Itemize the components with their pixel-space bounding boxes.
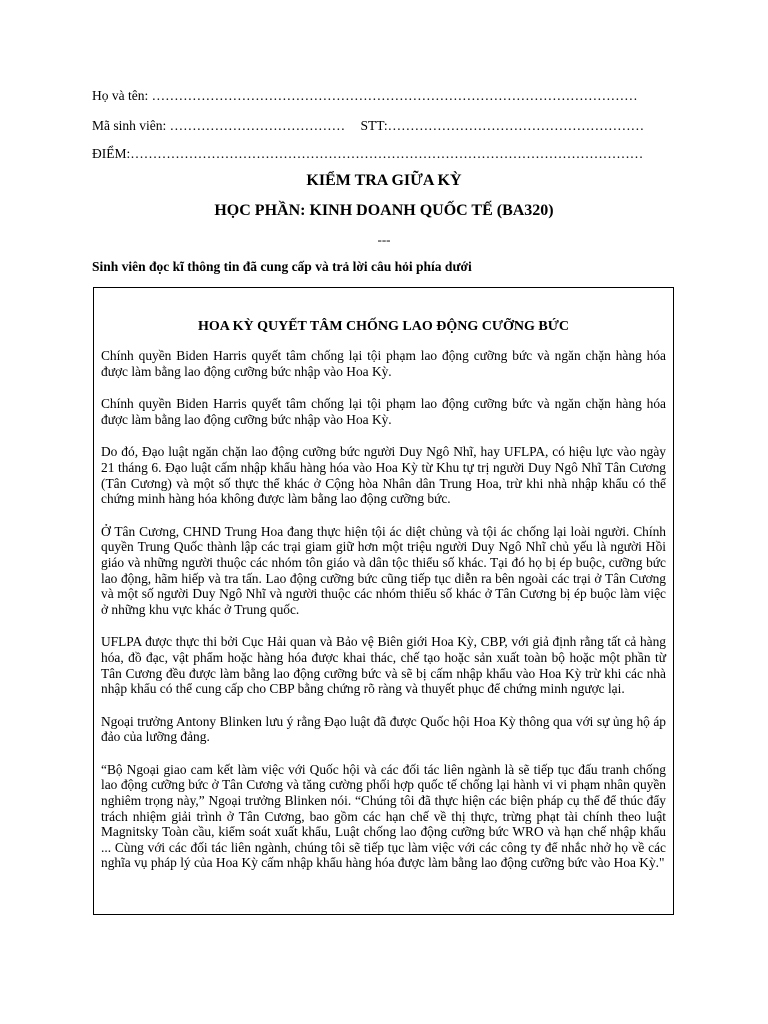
article-paragraph: “Bộ Ngoại giao cam kết làm việc với Quốc hội và các đối tác liên ngành là sẽ tiếp tục đấu tranh chống lao động cưỡng bức ở Tân Cương và tăng cường phối hợp quốc tế chống lại hành vi vi phạm nhân quyền nghiêm trọng này,” Ngoại trưởng Blinken nói. “Chúng tôi đã thực hiện các biện pháp cụ thể để thúc đẩy trách nhiệm giải trình ở Tân Cương, bao gồm các hạn chế về thị thực, trừng phạt tài chính theo luật Magnitsky Toàn cầu, kiểm soát xuất khẩu, Luật chống lao động cưỡng bức WRO và hạn chế nhập khẩu ... Cùng với các đối tác liên ngành, chúng tôi sẽ tiếp tục làm việc với các công ty để nhắc nhở họ về các nghĩa vụ pháp lý của Hoa Kỳ cấm nhập khẩu hàng hóa được làm bằng lao động cưỡng bức vào Hoa Kỳ." [101,761,666,871]
course-title: HỌC PHẦN: KINH DOANH QUỐC TẾ (BA320) [214,202,554,219]
article-paragraph: Ngoại trưởng Antony Blinken lưu ý rằng Đạo luật đã được Quốc hội Hoa Kỳ thông qua với sự ủng hộ áp đảo của lưỡng đảng. [101,713,666,745]
student-id-field: Mã sinh viên: ………………………………… [92,118,346,133]
article-paragraph: Chính quyền Biden Harris quyết tâm chống lại tội phạm lao động cưỡng bức và ngăn chặn hàng hóa được làm bằng lao động cưỡng bức nhập vào Hoa Kỳ. [101,396,666,427]
article-paragraph: UFLPA được thực thi bởi Cục Hải quan và Bảo vệ Biên giới Hoa Kỳ, CBP, với giả định rằng tất cả hàng hóa, đồ đạc, vật phẩm hoặc hàng hóa được khai thác, chế tạo hoặc sản xuất toàn bộ hoặc một phần từ Tân Cương đều được làm bằng lao động cưỡng bức và sẽ bị cấm nhập khẩu vào Hoa Kỳ trừ khi các nhà nhập khẩu có thể cung cấp cho CBP bằng chứng rõ ràng và thuyết phục để chứng minh ngược lại. [101,634,666,697]
student-id-row [92,118,644,134]
article-title: HOA KỲ QUYẾT TÂM CHỐNG LAO ĐỘNG CƯỠNG BỨC [197,319,570,334]
article-paragraph: Ở Tân Cương, CHND Trung Hoa đang thực hiện tội ác diệt chủng và tội ác chống lại loài người. Chính quyền Trung Quốc thành lập các trại giam giữ hơn một triệu người Duy Ngô Nhĩ chủ yếu là người Hồi giáo và những người thuộc các nhóm tôn giáo và dân tộc thiểu số khác. Tại đó họ bị ép buộc, cưỡng bức lao động, hãm hiếp và tra tấn. Lao động cưỡng bức cũng tiếp tục diễn ra bên ngoài các trại ở Tân Cương và một số người Duy Ngô Nhĩ và người thuộc các nhóm thiểu số khác ở Tân Cương bị ép buộc làm việc ở những khu vực khác ở Trung quốc. [101,523,666,617]
instruction-text: Sinh viên đọc kĩ thông tin đã cung cấp và trả lời câu hỏi phía dưới [92,259,472,274]
divider-mark: --- [377,232,391,247]
name-field [92,88,638,104]
score-field-text: ĐIỂM:…………………………………………………………………………………………………… [92,146,644,161]
score-field [92,146,643,162]
name-field-text: Họ và tên: ……………………………………………………………………………………………… [92,88,638,103]
article-box [93,287,674,915]
stt-field: STT:………………………………………………… [360,118,645,133]
article-paragraph: Chính quyền Biden Harris quyết tâm chống lại tội phạm lao động cưỡng bức và ngăn chặn hàng hóa được làm bằng lao động cưỡng bức nhập vào Hoa Kỳ. [101,348,666,379]
article-paragraph: Do đó, Đạo luật ngăn chặn lao động cưỡng bức người Duy Ngô Nhĩ, hay UFLPA, có hiệu lực vào ngày 21 tháng 6. Đạo luật cấm nhập khẩu hàng hóa vào Hoa Kỳ từ Khu tự trị người Duy Ngô Nhĩ Tân Cương (Tân Cương) và một số thực thể khác ở Cộng hòa Nhân dân Trung Hoa, trừ khi nhà nhập khẩu có thể chứng minh hàng hóa không được làm bằng lao động cưỡng bức. [101,444,666,507]
exam-title: KIỂM TRA GIỮA KỲ [306,172,462,189]
